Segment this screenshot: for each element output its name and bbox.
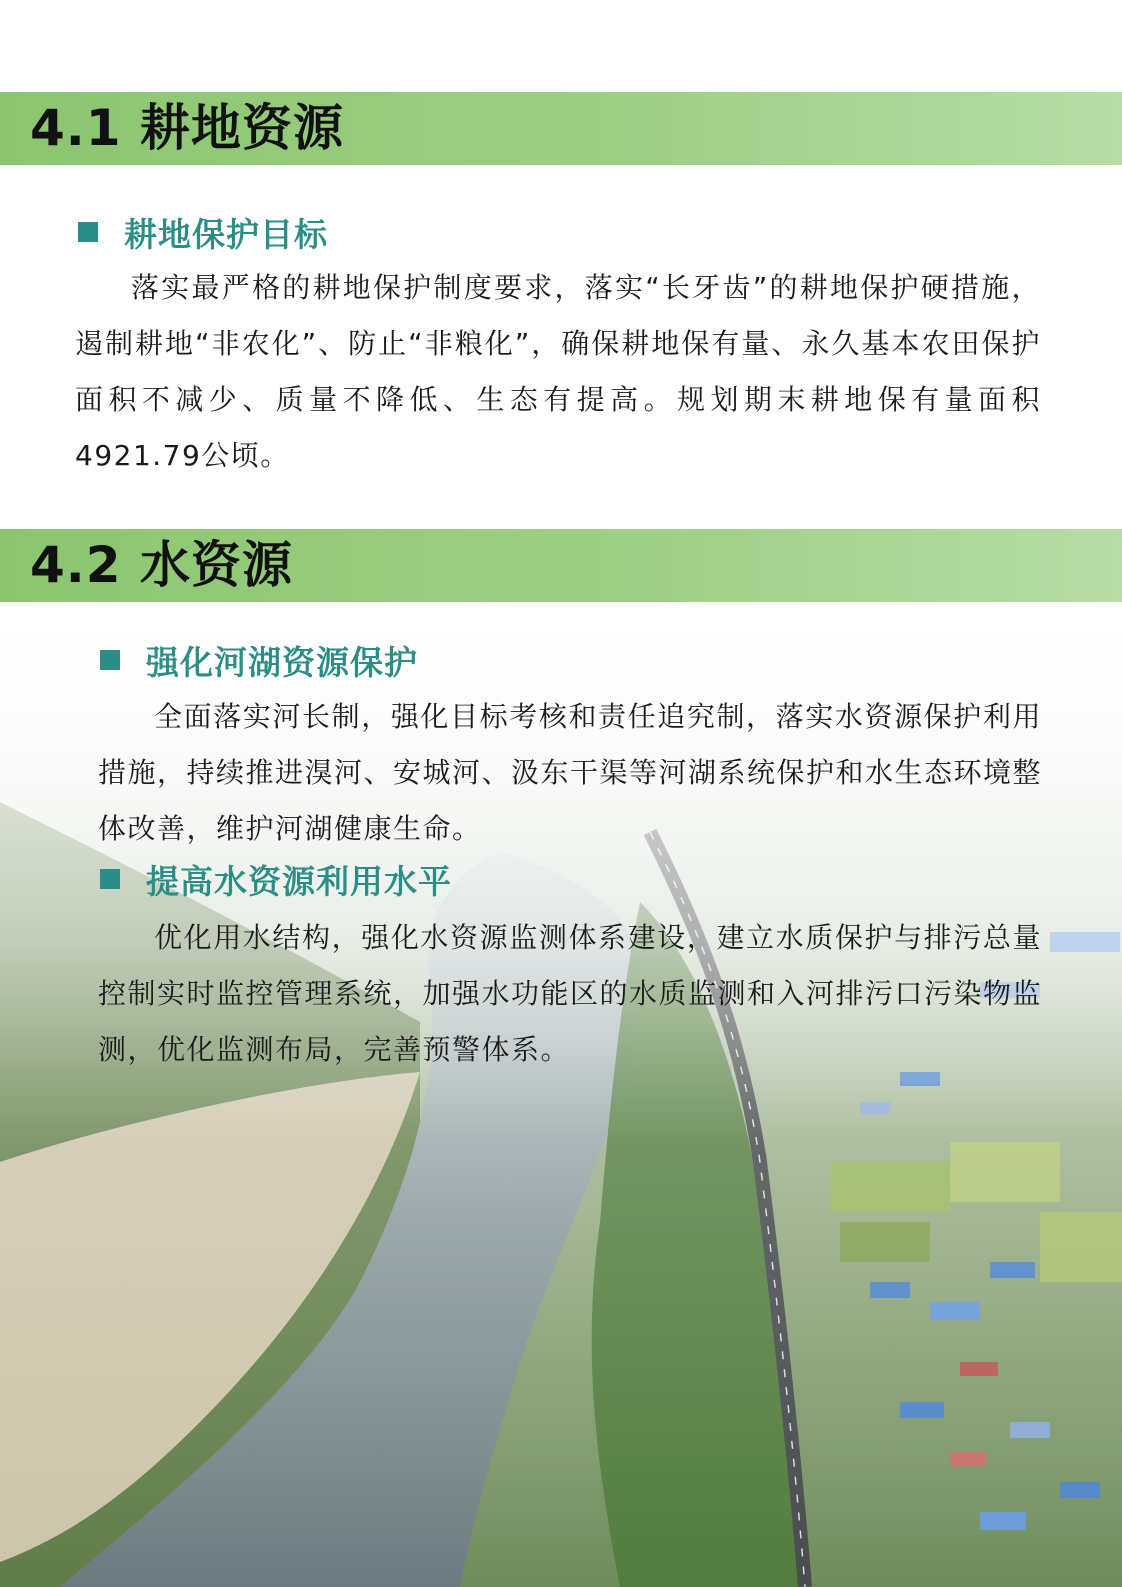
section-title: 4.1 耕地资源 xyxy=(30,99,344,157)
subsection-heading-text: 耕地保护目标 xyxy=(124,214,328,254)
paragraph: 全面落实河长制，强化目标考核和责任追究制，落实水资源保护利用措施，持续推进湨河、安城河、汲东干渠等河湖系统保护和水生态环境整体改善，维护河湖健康生命。 xyxy=(98,700,1043,845)
subsection-heading-text: 强化河湖资源保护 xyxy=(146,642,418,682)
section-title: 4.2 水资源 xyxy=(30,536,293,594)
square-bullet-icon xyxy=(100,869,120,889)
subsection-heading xyxy=(100,640,418,680)
square-bullet-icon xyxy=(100,650,120,670)
subsection-heading xyxy=(100,859,452,899)
subsection-heading xyxy=(78,212,328,252)
subsection-heading-text: 提高水资源利用水平 xyxy=(146,861,452,901)
paragraph: 优化用水结构，强化水资源监测体系建设，建立水质保护与排污总量控制实时监控管理系统，加强水功能区的水质监测和入河排污口污染物监测，优化监测布局，完善预警体系。 xyxy=(98,921,1043,1066)
square-bullet-icon xyxy=(78,222,98,242)
section-header-band xyxy=(0,529,1122,602)
paragraph: 落实最严格的耕地保护制度要求，落实“长牙齿”的耕地保护硬措施，遏制耕地“非农化”、防止“非粮化”，确保耕地保有量、永久基本农田保护面积不减少、质量不降低、生态有提高。规划期末耕地保有量面积4921.79公顷。 xyxy=(75,271,1041,472)
section-header-band xyxy=(0,92,1122,165)
